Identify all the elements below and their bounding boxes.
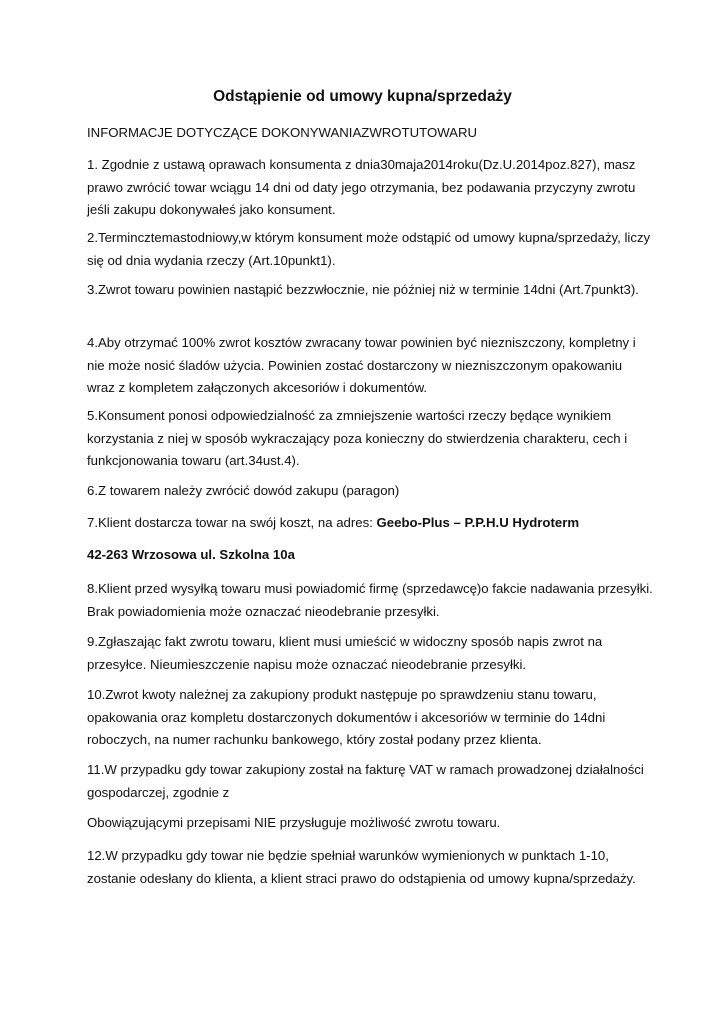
- paragraph-9: 9.Zgłaszając fakt zwrotu towaru, klient musi umieścić w widoczny sposób napis zwrot na przesyłce. Nieumieszczenie napisu może oznaczać nieodebranie przesyłki.: [87, 634, 603, 672]
- company-name: Geebo-Plus – P.P.H.U Hydroterm: [376, 515, 580, 530]
- paragraph-1: 1. Zgodnie z ustawą oprawach konsumenta z dnia30maja2014roku(Dz.U.2014poz.827), masz prawo zwrócić towar wciągu 14 dni od daty jego otrzymania, bez podawania przyczyny zwrotu jeśli zakupu dokonywałeś jako konsument.: [87, 157, 636, 217]
- section-heading: INFORMACJE DOTYCZĄCE DOKONYWANIAZWROTUTOWARU: [87, 125, 478, 140]
- paragraph-4: 4.Aby otrzymać 100% zwrot kosztów zwracany towar powinien być niezniszczony, kompletny i nie może nosić śladów użycia. Powinien zostać dostarczony w niezniszczonym opakowaniu wraz z kompletem załączonych akcesoriów i dokumentów.: [87, 335, 636, 395]
- paragraph-2: 2.Termincztemastodniowy,w którym konsument może odstąpić od umowy kupna/sprzedaży, liczy się od dnia wydania rzeczy (Art.10punkt1).: [87, 230, 651, 268]
- paragraph-5: 5.Konsument ponosi odpowiedzialność za zmniejszenie wartości rzeczy będące wynikiem korzystania z niej w sposób wykraczający poza konieczny do stwierdzenia charakteru, cech i funkcjonowania towaru (art.34ust.4).: [87, 408, 628, 468]
- paragraph-10: 10.Zwrot kwoty należnej za zakupiony produkt następuje po sprawdzeniu stanu towaru, opakowania oraz kompletu dostarczonych dokumentów i akcesoriów w terminie do 14dni roboczych, na numer rachunku bankowego, który został podany przez klienta.: [87, 687, 606, 747]
- paragraph-3: 3.Zwrot towaru powinien nastąpić bezzwłocznie, nie później niż w terminie 14dni (Art.7punkt3).: [87, 282, 639, 297]
- company-address: 42-263 Wrzosowa ul. Szkolna 10a: [87, 547, 295, 562]
- paragraph-6: 6.Z towarem należy zwrócić dowód zakupu (paragon): [87, 483, 400, 498]
- paragraph-8: 8.Klient przed wysyłką towaru musi powiadomić firmę (sprzedawcę)o fakcie nadawania przesyłki. Brak powiadomienia może oznaczać nieodebranie przesyłki.: [87, 581, 653, 619]
- paragraph-7: [87, 512, 653, 535]
- paragraph-7-text: 7.Klient dostarcza towar na swój koszt, na adres:: [87, 515, 377, 530]
- document-title: Odstąpienie od umowy kupna/sprzedaży: [213, 88, 512, 105]
- paragraph-11-continued: Obowiązującymi przepisami NIE przysługuje możliwość zwrotu towaru.: [87, 815, 501, 830]
- paragraph-12: 12.W przypadku gdy towar nie będzie spełniał warunków wymienionych w punktach 1-10, zostanie odesłany do klienta, a klient straci prawo do odstąpienia od umowy kupna/sprzedaży.: [87, 848, 636, 886]
- paragraph-11: 11.W przypadku gdy towar zakupiony został na fakturę VAT w ramach prowadzonej działalności gospodarczej, zgodnie z: [87, 762, 644, 800]
